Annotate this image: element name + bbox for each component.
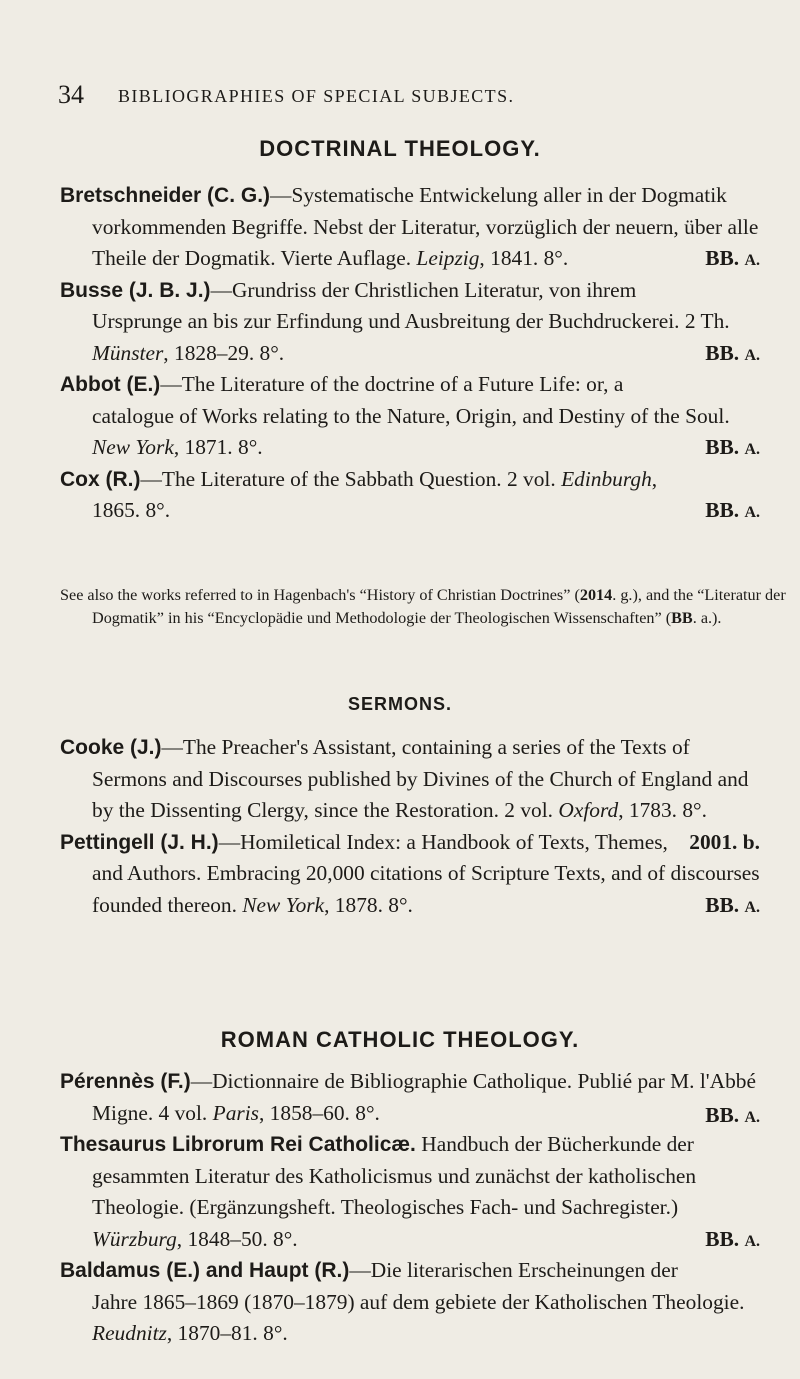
entry-imprint: , 1848–50. 8°. xyxy=(176,1226,298,1251)
entry-shelfmark: BB. A. xyxy=(705,435,760,459)
entry-place: Oxford xyxy=(558,798,619,822)
bibliography-entry xyxy=(60,180,760,275)
bibliography-entry xyxy=(60,1129,760,1255)
note-reference: 2014 xyxy=(579,586,613,604)
entry-author: Pettingell (J. H.) xyxy=(60,830,219,854)
entry-text: —Grundriss der Christlichen Literatur, von ihrem Ursprunge an bis zur Erfindung und Ausbreitung der Buchdruckerei. 2 Th. xyxy=(92,277,730,333)
entry-shelfmark: BB. A. xyxy=(705,340,760,365)
entry-imprint: , 1841. 8°. xyxy=(479,246,569,270)
roman-catholic-theology-entries xyxy=(60,1066,760,1350)
running-title: BIBLIOGRAPHIES OF SPECIAL SUBJECTS. xyxy=(118,86,515,106)
entry-place: Edinburgh xyxy=(561,466,652,491)
entry-place: New York xyxy=(92,435,174,459)
section-heading-sermons: SERMONS. xyxy=(347,694,452,714)
bibliography-entry xyxy=(60,369,760,464)
sermons-entries xyxy=(60,732,760,923)
entry-text: Handbuch der Bücherkunde der gesammten Literatur des Katholicismus und zunächst der katholischen Theologie. (Ergänzungsheft. Theologisches Fach- und Sachregister.) xyxy=(92,1132,697,1219)
entry-text: —Systematische Entwickelung aller in der Dogmatik vorkommenden Begriffe. Nebst der Literatur, vorzüglich der neuern, über alle Theile der Dogmatik. Vierte Auflage. xyxy=(92,183,759,270)
see-also-note: See also the works referred to in Hagenbach's “History of Christian Doctrines” (2014. g.), and the “Literatur der Dogmatik” in his “Encyclopädie und Methodologie der Theologischen Wissenschaften” (BB. a.). xyxy=(60,586,786,627)
entry-author: Thesaurus Librorum Rei Catholicæ. xyxy=(60,1133,416,1156)
note-reference: BB xyxy=(671,609,693,627)
entry-text: —Die literarischen Erscheinungen der Jahre 1865–1869 (1870–1879) auf dem gebiete der Katholischen Theologie. xyxy=(92,1258,745,1314)
entry-author: Busse (J. B. J.) xyxy=(60,278,211,302)
entry-author: Baldamus (E.) and Haupt (R.) xyxy=(60,1259,350,1282)
bibliography-entry xyxy=(60,1066,760,1129)
entry-text: —Dictionnaire de Bibliographie Catholique. Publié par M. l'Abbé Migne. 4 vol. xyxy=(92,1069,756,1125)
entry-imprint: , 1828–29. 8°. xyxy=(163,340,285,365)
bibliography-entry xyxy=(60,275,760,370)
entry-text: —The Literature of the doctrine of a Future Life: or, a catalogue of Works relating to the Nature, Origin, and Destiny of the Soul. xyxy=(92,372,730,428)
entry-imprint: , 1783. 8°. xyxy=(618,798,707,822)
entry-imprint: , 1858–60. 8°. xyxy=(258,1100,380,1125)
entry-place: Münster xyxy=(92,340,164,365)
entry-author: Abbot (E.) xyxy=(60,373,161,396)
bibliography-entry xyxy=(60,1255,760,1350)
entry-shelfmark: BB. A. xyxy=(705,1226,760,1251)
entry-text: —The Literature of the Sabbath Question. 2 vol. xyxy=(140,466,562,491)
entry-place: New York xyxy=(242,892,325,917)
entry-place: Reudnitz xyxy=(92,1321,167,1345)
entry-imprint: , 1870–81. 8°. xyxy=(166,1321,288,1345)
page-number: 34 xyxy=(58,80,84,109)
entry-imprint: , 1871. 8°. xyxy=(173,435,263,459)
entry-shelfmark: BB. A. xyxy=(705,498,760,522)
entry-author: Bretschneider (C. G.) xyxy=(60,184,271,207)
doctrinal-theology-entries xyxy=(60,180,760,529)
entry-place: Leipzig xyxy=(416,246,480,270)
entry-text: —The Preacher's Assistant, containing a series of the Texts of Sermons and Discourses published by Divines of the Church of England and by the Dissenting Clergy, since the Restoration. 2 vol. xyxy=(92,735,749,822)
entry-author: Cox (R.) xyxy=(60,467,141,491)
entry-shelfmark: BB. A. xyxy=(705,892,760,917)
section-heading-roman-catholic-theology: ROMAN CATHOLIC THEOLOGY. xyxy=(220,1027,580,1052)
entry-place: Paris xyxy=(212,1100,259,1125)
entry-author: Pérennès (F.) xyxy=(60,1070,191,1093)
entry-shelfmark: 2001. b. xyxy=(689,829,760,854)
entry-text: —Homiletical Index: a Handbook of Texts, Themes, and Authors. Embracing 20,000 citations of Scripture Texts, and of discourses founded thereon. xyxy=(92,829,760,917)
bibliography-entry xyxy=(60,464,760,527)
entry-imprint: , 1878. 8°. xyxy=(324,892,413,917)
entry-imprint: , 1865. 8°. xyxy=(92,466,658,522)
section-heading-doctrinal-theology: DOCTRINAL THEOLOGY. xyxy=(259,136,541,161)
entry-shelfmark: BB. A. xyxy=(705,246,760,270)
entry-place: Würzburg xyxy=(92,1226,177,1251)
entry-author: Cooke (J.) xyxy=(60,736,162,759)
running-head xyxy=(58,80,758,110)
entry-shelfmark: BB. A. xyxy=(705,1102,760,1127)
bibliography-entry xyxy=(60,827,760,922)
